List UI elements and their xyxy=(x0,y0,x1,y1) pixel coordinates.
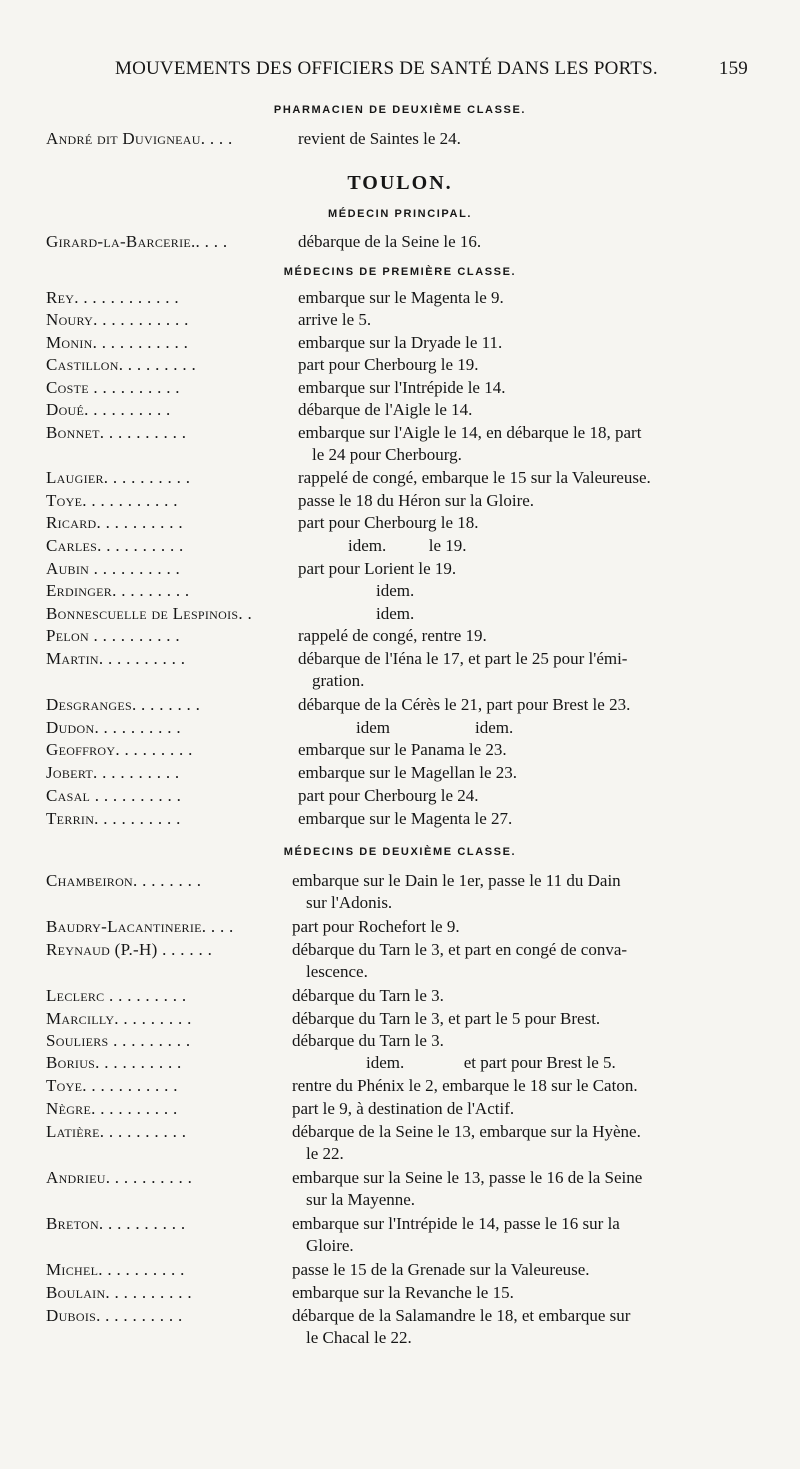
officer-name: Aubin . . . . . . . . . . xyxy=(46,559,181,578)
officer-name: Chambeiron. . . . . . . . xyxy=(46,871,202,890)
movement-line-1: embarque sur la Seine le 13, passe le 16 de la Seine xyxy=(292,1168,643,1187)
movement-line-1: débarque du Tarn le 3, et part en congé de conva- xyxy=(292,940,628,959)
movement-text: embarque sur la Revanche le 15. xyxy=(292,1283,514,1302)
movement-line-2: gration. xyxy=(312,671,365,690)
movement-text: débarque de l'Aigle le 14. xyxy=(298,400,473,419)
movement-line-1: embarque sur le Dain le 1er, passe le 11 du Dain xyxy=(292,871,621,890)
movement-text: arrive le 5. xyxy=(298,310,372,329)
officer-name: Boulain. . . . . . . . . . xyxy=(46,1283,192,1302)
movement-line-2: le Chacal le 22. xyxy=(306,1328,412,1347)
movement-line-1: embarque sur l'Intrépide le 14, passe le 16 sur la xyxy=(292,1214,620,1233)
movement-text xyxy=(298,422,753,466)
officer-name: Michel. . . . . . . . . . xyxy=(46,1260,185,1279)
movement-text xyxy=(292,1213,747,1257)
movement-line-2: le 24 pour Cherbourg. xyxy=(312,445,462,464)
movement-line-1: débarque de la Seine le 13, embarque sur la Hyène. xyxy=(292,1122,641,1141)
movement-text: embarque sur la Dryade le 11. xyxy=(298,333,503,352)
movement-text xyxy=(292,939,747,983)
officer-name: Dubois. . . . . . . . . . xyxy=(46,1306,183,1325)
movement-text: part le 9, à destination de l'Actif. xyxy=(292,1099,515,1118)
movement-line-1: débarque de la Salamandre le 18, et embarque sur xyxy=(292,1306,631,1325)
officer-name: Noury. . . . . . . . . . . xyxy=(46,310,189,329)
officer-name: Reynaud (P.-H) . . . . . . xyxy=(46,940,213,959)
officer-name: Doué. . . . . . . . . . xyxy=(46,400,171,419)
officer-name: Geoffroy. . . . . . . . . xyxy=(46,740,193,759)
movement-text xyxy=(292,870,747,914)
officer-name: Erdinger. . . . . . . . . xyxy=(46,581,190,600)
officer-name: Ricard. . . . . . . . . . xyxy=(46,513,183,532)
movement-text: idem. xyxy=(376,604,415,623)
movement-line-2: le 22. xyxy=(306,1144,344,1163)
officer-name: Breton. . . . . . . . . . xyxy=(46,1214,186,1233)
movement-text: débarque de la Seine le 16. xyxy=(298,232,482,251)
movement-text: idem. le 19. xyxy=(348,536,467,555)
officer-name: Baudry-Lacantinerie. . . . xyxy=(46,917,234,936)
port-heading: TOULON. xyxy=(347,172,453,194)
movement-text xyxy=(292,1305,747,1349)
movement-text: part pour Cherbourg le 18. xyxy=(298,513,479,532)
section-heading-premiere: MÉDECINS DE PREMIÈRE CLASSE. xyxy=(283,266,517,278)
movement-text: idem idem. xyxy=(356,718,514,737)
officer-name: Toye. . . . . . . . . . . xyxy=(46,1076,178,1095)
officer-name: Girard-la-Barcerie.. . . . xyxy=(46,232,228,251)
movement-text: part pour Cherbourg le 24. xyxy=(298,786,479,805)
section-heading-deuxieme: MÉDECINS DE DEUXIÈME CLASSE. xyxy=(283,846,517,858)
section-heading-pharmacien: PHARMACIEN DE DEUXIÈME CLASSE. xyxy=(273,104,527,116)
movement-line-2: lescence. xyxy=(306,962,368,981)
officer-name: Casal . . . . . . . . . . xyxy=(46,786,182,805)
movement-text: embarque sur l'Intrépide le 14. xyxy=(298,378,506,397)
movement-line-2: Gloire. xyxy=(306,1236,354,1255)
officer-name: Monin. . . . . . . . . . . xyxy=(46,333,189,352)
officer-name: André dit Duvigneau. . . . xyxy=(46,129,233,148)
movement-text: part pour Cherbourg le 19. xyxy=(298,355,479,374)
officer-name: Jobert. . . . . . . . . . xyxy=(46,763,180,782)
movement-text: débarque du Tarn le 3. xyxy=(292,1031,444,1050)
officer-name: Souliers . . . . . . . . . xyxy=(46,1031,191,1050)
officer-name: Bonnescuelle de Lespinois. . xyxy=(46,604,253,623)
officer-name: Leclerc . . . . . . . . . xyxy=(46,986,187,1005)
movement-text: part pour Lorient le 19. xyxy=(298,559,457,578)
officer-name: Nègre. . . . . . . . . . xyxy=(46,1099,178,1118)
section-heading-principal: MÉDECIN PRINCIPAL. xyxy=(327,208,473,220)
officer-name: Pelon . . . . . . . . . . xyxy=(46,626,180,645)
officer-name: Desgranges. . . . . . . . xyxy=(46,695,201,714)
movement-text: idem. et part pour Brest le 5. xyxy=(366,1053,616,1072)
officer-name: Rey. . . . . . . . . . . . xyxy=(46,288,179,307)
movement-text xyxy=(292,1167,747,1211)
movement-text: revient de Saintes le 24. xyxy=(298,129,461,148)
movement-text: part pour Rochefort le 9. xyxy=(292,917,460,936)
movement-text: débarque du Tarn le 3. xyxy=(292,986,444,1005)
movement-text: passe le 18 du Héron sur la Gloire. xyxy=(298,491,535,510)
officer-name: Toye. . . . . . . . . . . xyxy=(46,491,178,510)
movement-text: débarque du Tarn le 3, et part le 5 pour Brest. xyxy=(292,1009,601,1028)
movement-text xyxy=(292,1121,747,1165)
movement-text: rappelé de congé, rentre 19. xyxy=(298,626,487,645)
movement-text: débarque de la Cérès le 21, part pour Brest le 23. xyxy=(298,695,631,714)
officer-name: Borius. . . . . . . . . . xyxy=(46,1053,182,1072)
officer-name: Carles. . . . . . . . . . xyxy=(46,536,184,555)
running-head xyxy=(115,58,748,86)
officer-name: Latière. . . . . . . . . . xyxy=(46,1122,187,1141)
movement-line-2: sur l'Adonis. xyxy=(306,893,393,912)
movement-line-1: débarque de l'Iéna le 17, et part le 25 pour l'émi- xyxy=(298,649,628,668)
movement-text: idem. xyxy=(376,581,415,600)
officer-name: Terrin. . . . . . . . . . xyxy=(46,809,181,828)
movement-line-2: sur la Mayenne. xyxy=(306,1190,416,1209)
movement-text: embarque sur le Magellan le 23. xyxy=(298,763,518,782)
movement-text: embarque sur le Magenta le 27. xyxy=(298,809,513,828)
officer-name: Castillon. . . . . . . . . xyxy=(46,355,197,374)
officer-name: Andrieu. . . . . . . . . . xyxy=(46,1168,193,1187)
movement-text: embarque sur le Magenta le 9. xyxy=(298,288,504,307)
movement-text: embarque sur le Panama le 23. xyxy=(298,740,507,759)
officer-name: Coste . . . . . . . . . . xyxy=(46,378,180,397)
officer-name: Laugier. . . . . . . . . . xyxy=(46,468,191,487)
officer-name: Bonnet. . . . . . . . . . xyxy=(46,423,187,442)
movement-line-1: embarque sur l'Aigle le 14, en débarque le 18, part xyxy=(298,423,642,442)
movement-text xyxy=(298,648,753,692)
page-number: 159 xyxy=(718,58,748,79)
officer-name: Dudon. . . . . . . . . . xyxy=(46,718,181,737)
running-title: MOUVEMENTS DES OFFICIERS DE SANTÉ DANS LES PORTS. xyxy=(115,58,658,79)
officer-name: Martin. . . . . . . . . . xyxy=(46,649,186,668)
movement-text: rappelé de congé, embarque le 15 sur la Valeureuse. xyxy=(298,468,651,487)
officer-name: Marcilly. . . . . . . . . xyxy=(46,1009,192,1028)
movement-text: passe le 15 de la Grenade sur la Valeureuse. xyxy=(292,1260,590,1279)
movement-text: rentre du Phénix le 2, embarque le 18 sur le Caton. xyxy=(292,1076,638,1095)
